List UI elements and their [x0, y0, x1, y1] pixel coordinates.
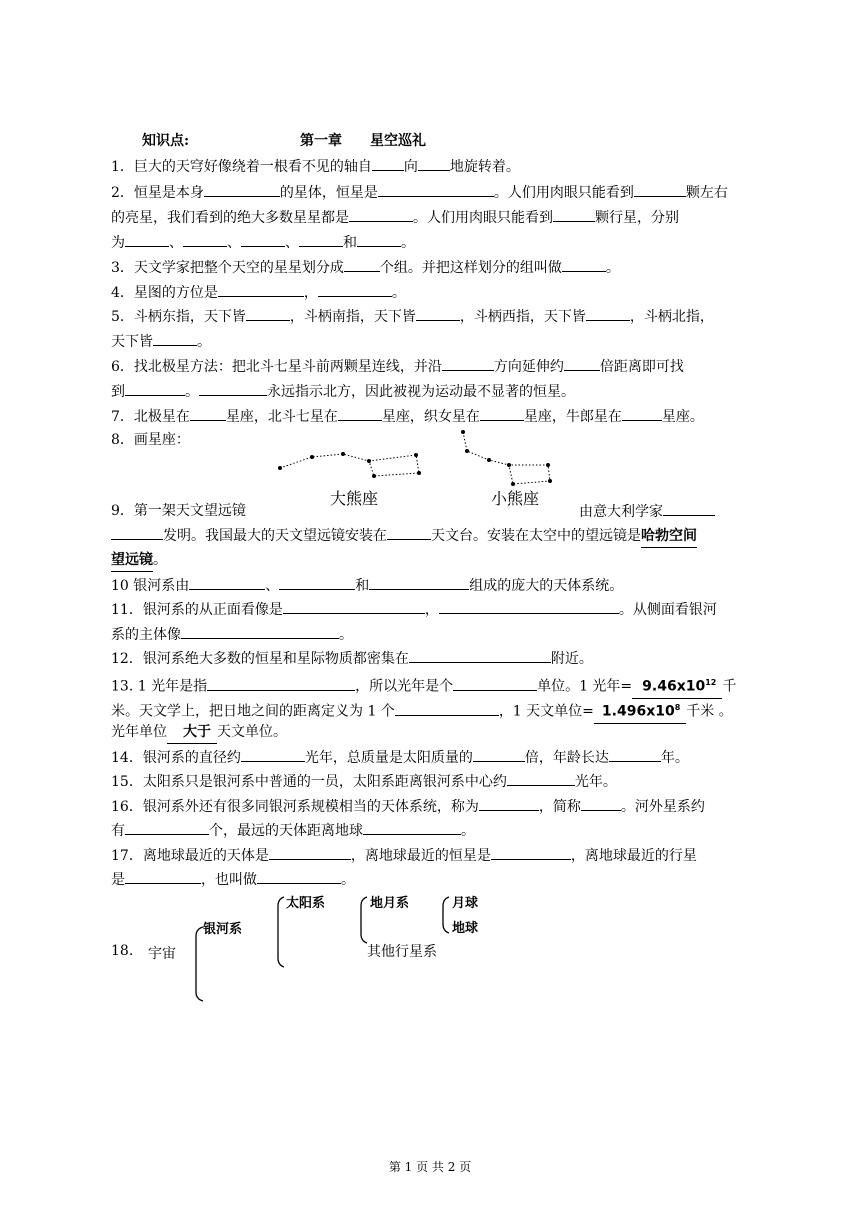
question-2-line-2: 的亮星，我们看到的绝大多数星星都是 。人们用肉眼只能看到 颗行星，分别	[111, 206, 751, 229]
earth-label: 地球	[452, 921, 479, 936]
question-5: 5．斗柄东指，天下皆 ，斗柄南指，天下皆 ，斗柄西指，天下皆 ，斗柄北指，	[111, 305, 751, 328]
question-13: 13. 1 光年是指 ，所以光年是个 单位。1 光年= $9.46x10^{12}$ 千	[111, 672, 751, 699]
question-13-line-3: 光年单位 大于 天文单位。	[111, 721, 751, 744]
question-8: 8．画星座：	[111, 432, 190, 448]
question-9-line-3: 望远镜。	[111, 549, 751, 572]
chapter-label: 第一章	[300, 133, 342, 149]
question-12: 12．银河系绝大多数的恒星和星际物质都密集在 附近。	[111, 647, 751, 670]
question-17-line-2: 是 ，也叫做 。	[111, 868, 751, 891]
question-15: 15．太阳系只是银河系中普通的一员，太阳系距离银河系中心约 光年。	[111, 770, 751, 793]
question-4: 4．星图的方位是 ， 。	[111, 281, 751, 304]
question-6-line-2: 到 。 永远指示北方，因此被视为运动最不显著的恒星。	[111, 380, 751, 403]
question-2: 2．恒星是本身 的星体，恒星是 。人们用肉眼只能看到 颗左右	[111, 181, 751, 204]
moon-label: 月球	[452, 896, 479, 911]
question-6: 6．找北极星方法：把北斗七星斗前两颗星连线，并沿 方向延伸约 倍距离即可找	[111, 355, 751, 378]
astronomical-unit-value: $1.496x10^8$	[594, 697, 686, 724]
question-9-line-2: 发明。我国最大的天文望远镜安装在 天文台。安装在太空中的望远镜是哈勃空间	[111, 524, 751, 548]
question-16: 16．银河系外还有很多同银河系规模相当的天体系统，称为 ，简称 。河外星系约	[111, 795, 751, 818]
knowledge-label: 知识点:	[142, 133, 190, 149]
question-9: 9．第一架天文望远镜	[111, 503, 246, 519]
question-5-line-2: 天下皆 。	[111, 330, 751, 353]
galaxy-label: 银河系	[203, 922, 243, 937]
question-11: 11．银河系的从正面看像是 ， 。从侧面看银河	[111, 598, 751, 621]
question-11-line-2: 系的主体像 。	[111, 623, 751, 646]
little-dipper-label: 小熊座	[491, 489, 540, 508]
question-9-right: 由意大利学家	[579, 500, 751, 523]
big-dipper-label: 大熊座	[330, 489, 379, 508]
question-1: 1．巨大的天穹好像绕着一根看不见的轴自 向 地旋转着。	[111, 155, 751, 178]
question-10: 10 银河系由 、 和 组成的庞大的天体系统。	[111, 574, 751, 597]
question-3: 3．天文学家把整个天空的星星划分成 个组。并把这样划分的组叫做 。	[111, 256, 751, 279]
question-18-number: 18.	[111, 943, 134, 959]
answer-telescope: 望远镜	[111, 549, 153, 572]
universe-label: 宇宙	[148, 946, 176, 962]
question-17: 17．离地球最近的天体是 ，离地球最近的恒星是 ，离地球最近的行星	[111, 844, 751, 867]
question-13-line-2: 米。天文学上，把日地之间的距离定义为 1 个 ，1 天文单位= $1.496x10^8$ 千米 。	[111, 697, 751, 724]
question-7: 7．北极星在 星座，北斗七星在 星座，织女星在 星座，牛郎星在 星座。	[111, 405, 751, 428]
answer-hubble: 哈勃空间	[641, 525, 697, 548]
question-2-line-3: 为 、 、 、 和 。	[111, 231, 751, 254]
page-number: 第 1 页 共 2 页	[388, 1160, 472, 1174]
light-year-value: $9.46x10^{12}$	[632, 672, 722, 699]
other-planetary-systems-label: 其他行星系	[367, 944, 437, 960]
earth-moon-system-label: 地月系	[370, 896, 410, 911]
answer-greater-than: 大于	[167, 721, 217, 744]
chapter-title: 星空巡礼	[370, 133, 426, 149]
question-16-line-2: 有 个，最远的天体距离地球 。	[111, 819, 751, 842]
solar-system-label: 太阳系	[286, 896, 326, 911]
question-14: 14．银河系的直径约 光年，总质量是太阳质量的 倍，年龄长达 年。	[111, 746, 751, 769]
